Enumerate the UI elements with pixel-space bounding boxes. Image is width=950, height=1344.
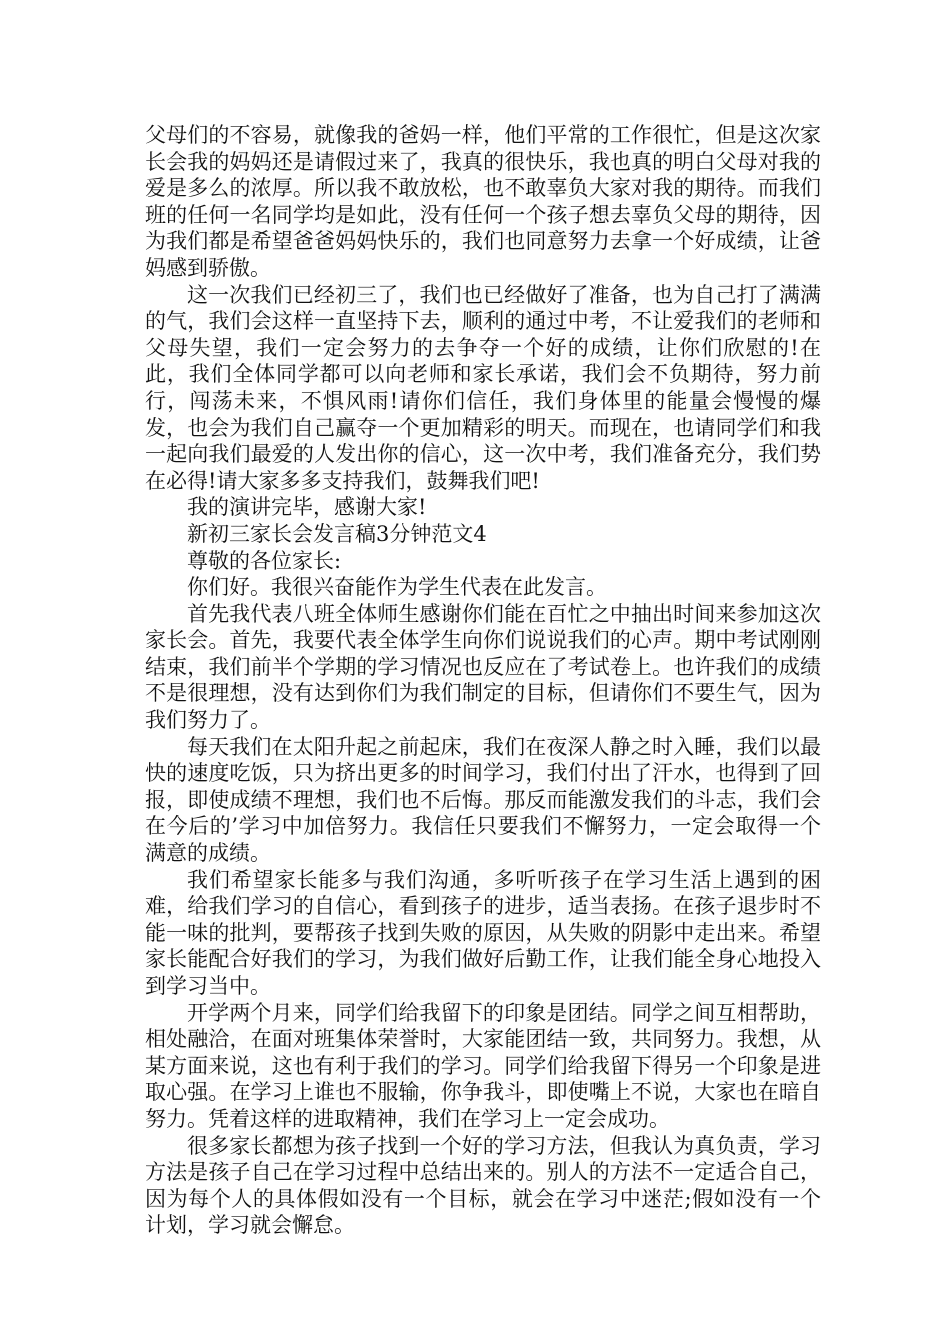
- paragraph-11: 很多家长都想为孩子找到一个好的学习方法，但我认为真负责，学习方法是孩子自己在学习过程中总结出来的。别人的方法不一定适合自己，因为每个人的具体假如没有一个目标，就会在学习中迷茫;假如没有一个计划，学习就会懈怠。: [145, 1133, 821, 1238]
- paragraph-2: 这一次我们已经初三了，我们也已经做好了准备，也为自己打了满满的气，我们会这样一直坚持下去，顺利的通过中考，不让爱我们的老师和父母失望，我们一定会努力的去争夺一个好的成绩，让你们欣慰的!在此，我们全体同学都可以向老师和家长承诺，我们会不负期待，努力前行，闯荡未来，不惧风雨!请你们信任，我们身体里的能量会慢慢的爆发，也会为我们自己赢夺一个更加精彩的明天。而现在，也请同学们和我一起向我们最爱的人发出你的信心，这一次中考，我们准备充分，我们势在必得!请大家多多支持我们，鼓舞我们吧!: [145, 282, 821, 493]
- section-title: 新初三家长会发言稿3分钟范文4: [187, 521, 487, 546]
- paragraph-6: 你们好。我很兴奋能作为学生代表在此发言。: [187, 575, 607, 600]
- paragraph-10: 开学两个月来，同学们给我留下的印象是团结。同学之间互相帮助，相处融洽，在面对班集体荣誉时，大家能团结一致，共同努力。我想，从某方面来说，这也有利于我们的学习。同学们给我留下得另一个印象是进取心强。在学习上谁也不服输，你争我斗，即使嘴上不说，大家也在暗自努力。凭着这样的进取精神，我们在学习上一定会成功。: [145, 1000, 821, 1131]
- document-page: [145, 122, 821, 1239]
- salutation: 尊敬的各位家长:: [187, 548, 342, 573]
- paragraph-9: 我们希望家长能多与我们沟通，多听听孩子在学习生活上遇到的困难，给我们学习的自信心，看到孩子的进步，适当表扬。在孩子退步时不能一味的批判，要帮孩子找到失败的原因，从失败的阴影中走出来。希望家长能配合好我们的学习，为我们做好后勤工作，让我们能全身心地投入到学习当中。: [145, 867, 821, 998]
- paragraph-3: 我的演讲完毕，感谢大家!: [187, 495, 427, 520]
- paragraph-1: 父母们的不容易，就像我的爸妈一样，他们平常的工作很忙，但是这次家长会我的妈妈还是请假过来了，我真的很快乐，我也真的明白父母对我的爱是多么的浓厚。所以我不敢放松，也不敢辜负大家对我的期待。而我们班的任何一名同学均是如此，没有任何一个孩子想去辜负父母的期待，因为我们都是希望爸爸妈妈快乐的，我们也同意努力去拿一个好成绩，让爸妈感到骄傲。: [145, 123, 821, 280]
- paragraph-7: 首先我代表八班全体师生感谢你们能在百忙之中抽出时间来参加这次家长会。首先，我要代表全体学生向你们说说我们的心声。期中考试刚刚结束，我们前半个学期的学习情况也反应在了考试卷上。也许我们的成绩不是很理想，没有达到你们为我们制定的目标，但请你们不要生气，因为我们努力了。: [145, 601, 821, 733]
- paragraph-8: 每天我们在太阳升起之前起床，我们在夜深人静之时入睡，我们以最快的速度吃饭，只为挤出更多的时间学习，我们付出了汗水，也得到了回报，即使成绩不理想，我们也不后悔。那反而能激发我们的斗志，我们会在今后的’学习中加倍努力。我信任只要我们不懈努力，一定会取得一个满意的成绩。: [145, 734, 821, 866]
